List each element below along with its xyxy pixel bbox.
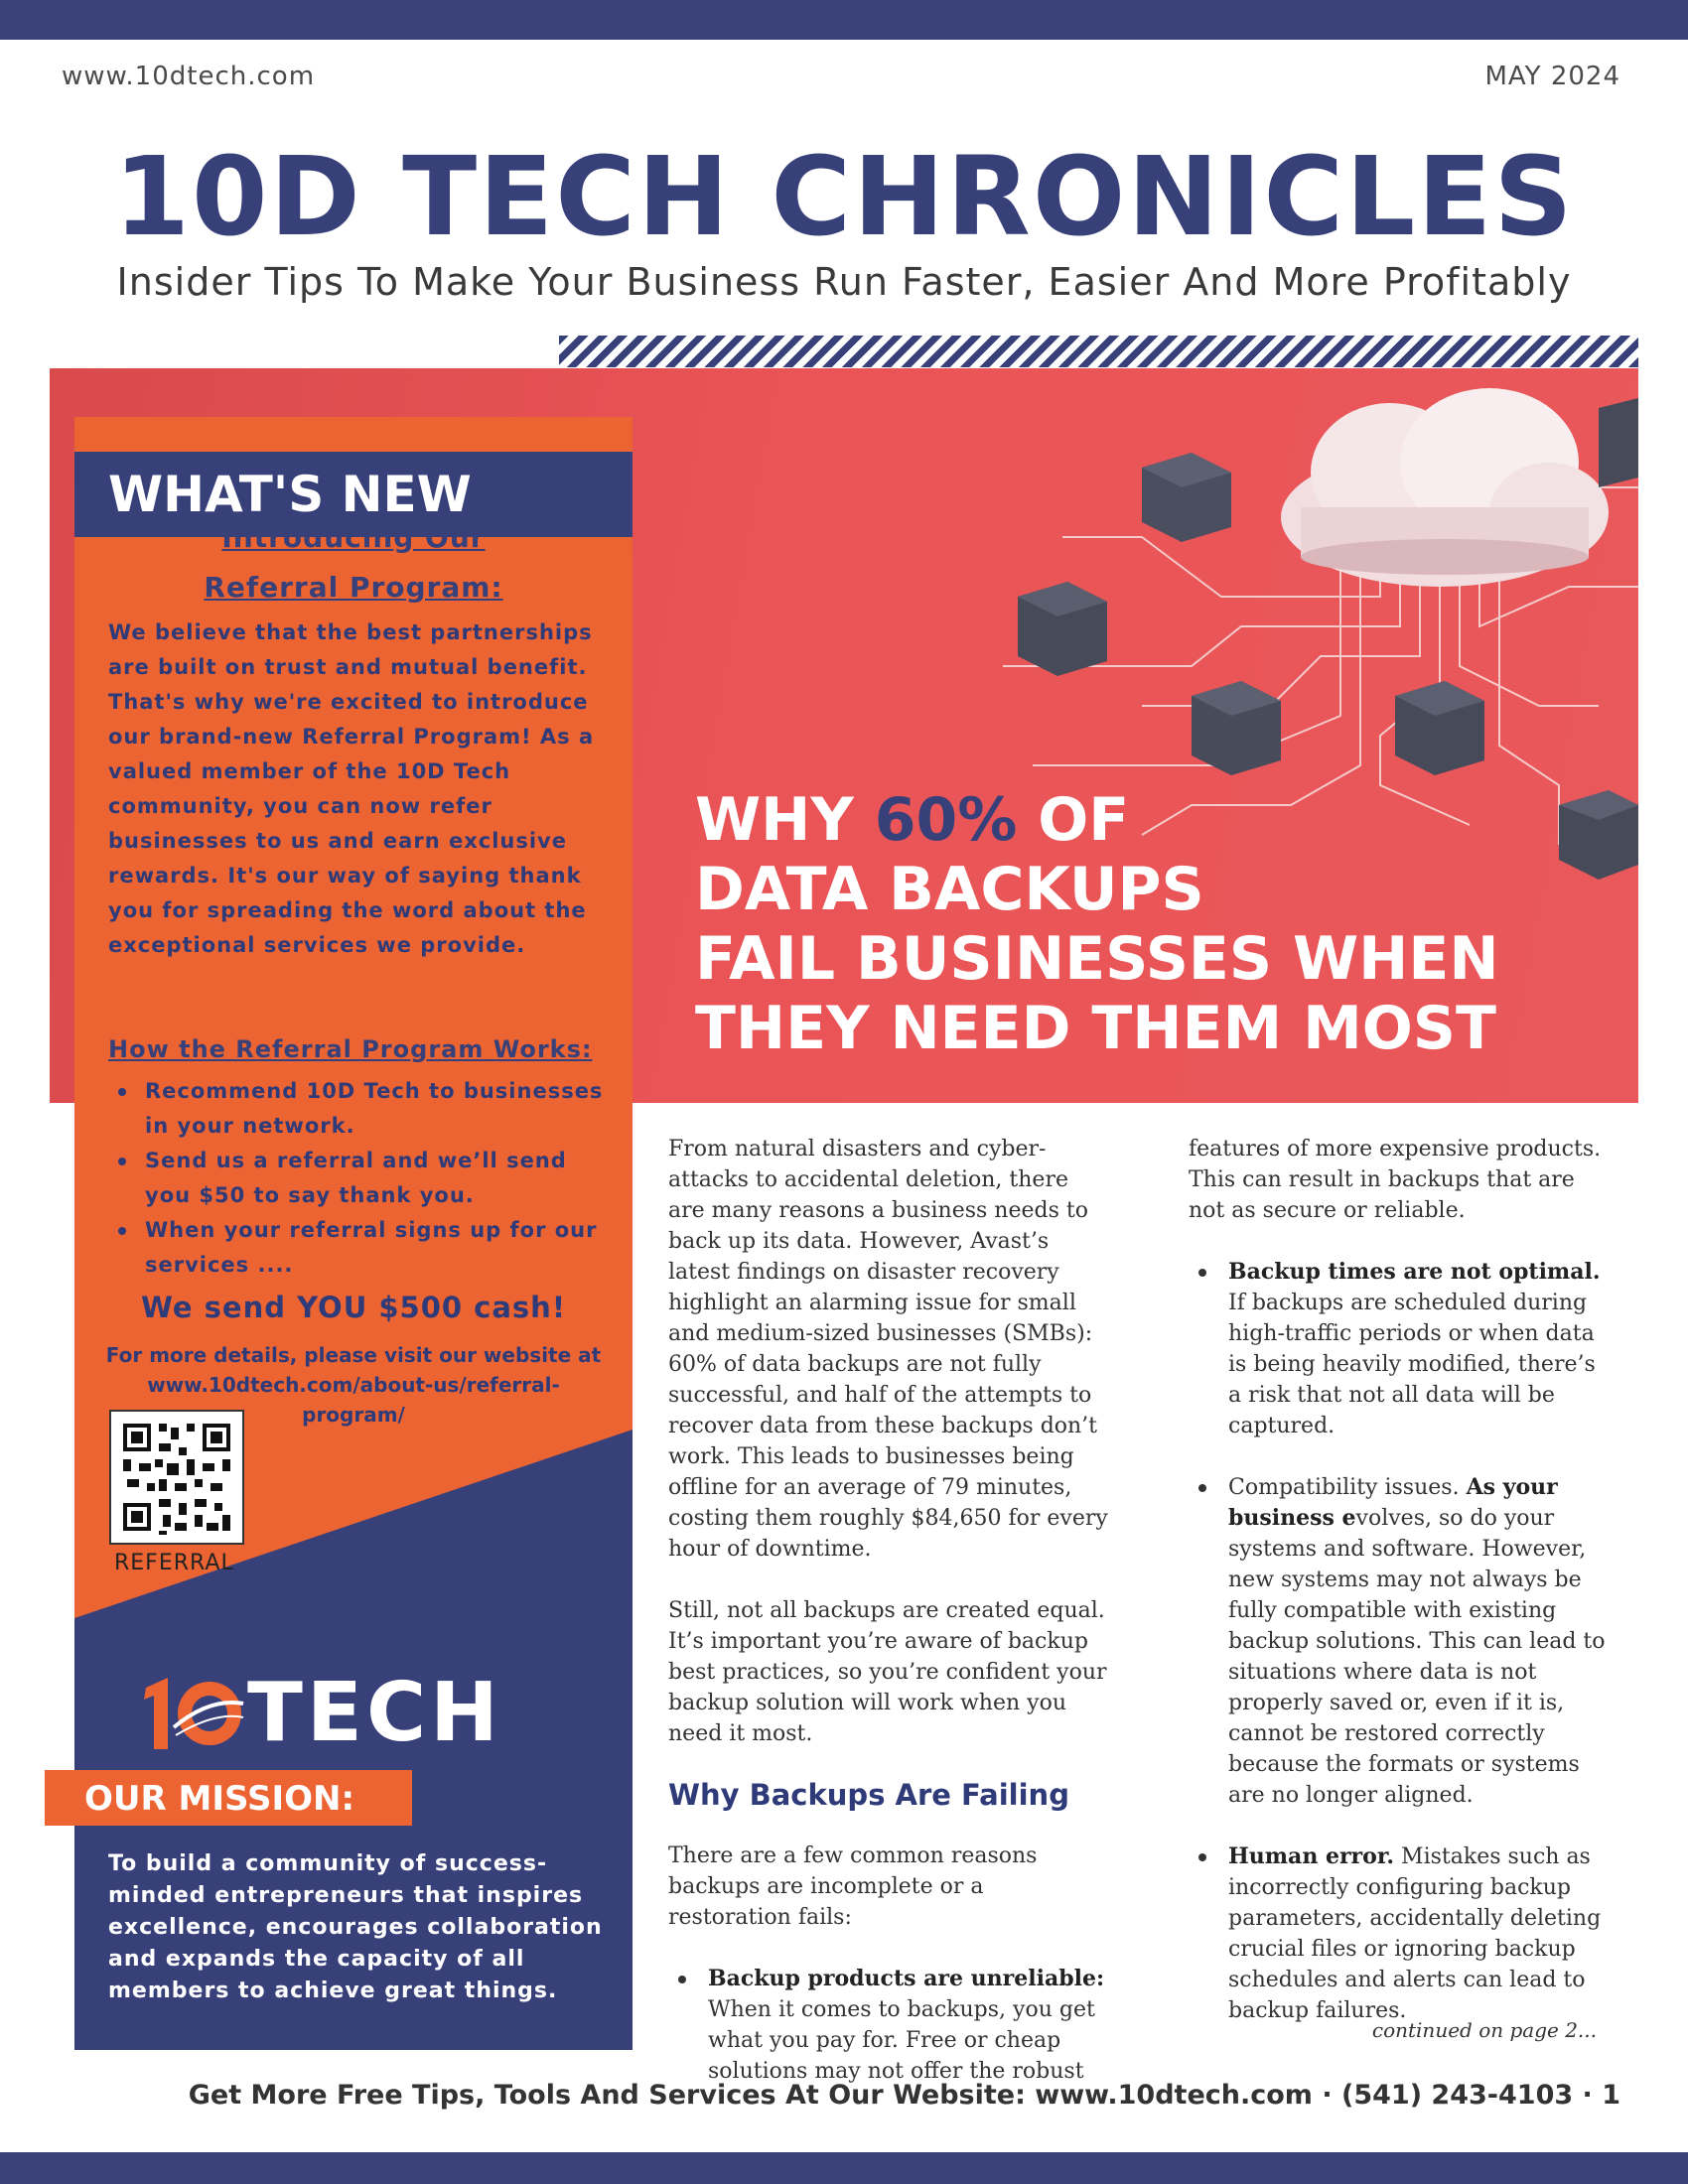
hero-headline <box>695 785 1628 1063</box>
referral-steps <box>108 1074 615 1283</box>
headline-line: THEY NEED THEM MOST <box>695 994 1496 1063</box>
data-cube-icon <box>1018 582 1107 676</box>
mission-statement: To build a community of success-minded entrepreneurs that inspires excellence, encourages collaboration and expands the capacity of all members to achieve great things. <box>108 1851 603 2003</box>
referral-subheading: Introducing Our <box>221 521 486 554</box>
reasons-list <box>1189 1257 1606 2026</box>
headline-line: DATA BACKUPS <box>695 855 1204 924</box>
masthead-title: 10D TECH CHRONICLES <box>113 133 1575 260</box>
mission-panel <box>74 1638 633 2050</box>
list-item <box>1189 1842 1606 2026</box>
reasons-list <box>668 1964 1110 2087</box>
tagline: Insider Tips To Make Your Business Run Faster, Easier And More Profitably <box>116 260 1572 304</box>
referral-link[interactable]: program/ <box>302 1403 405 1427</box>
bullet-text: When it comes to backups, you get what you pay for. Free or cheap solutions may not offer the robust <box>708 1997 1095 2084</box>
mission-heading-tag <box>45 1770 412 1826</box>
mission-heading: OUR MISSION: <box>84 1779 355 1819</box>
article-paragraph: From natural disasters and cyber-attacks to accidental deletion, there are many reasons a business needs to back up its data. However, Avast’s latest findings on disaster recovery highlight an alarming issue for small and medium-sized businesses (SMBs): 60% of data backups are not fully successful, and half of the attempts to recover data from these backups don’t work. This leads to businesses being offline for an average of 79 minutes, costing them roughly $84,650 for every hour of downtime. <box>668 1137 1108 1562</box>
whats-new-heading: WHAT'S NEW <box>108 466 472 523</box>
headline-part: WHY <box>695 785 875 855</box>
decorative-stripes <box>559 336 1638 367</box>
list-item: Recommend 10D Tech to businesses in your network. <box>108 1074 615 1144</box>
headline-part: OF <box>1017 785 1130 855</box>
details-text: For more details, please visit our website at <box>105 1343 602 1367</box>
list-item <box>668 1964 1110 2087</box>
data-cube-icon <box>1395 681 1484 775</box>
list-item: Send us a referral and we’ll send you $50 to say thank you. <box>108 1144 615 1213</box>
bullet-title: Backup times are not optimal. <box>1228 1259 1601 1285</box>
top-bar <box>0 0 1688 40</box>
logo-wordmark: TECH <box>247 1666 502 1760</box>
article-paragraph: There are a few common reasons backups are incomplete or a restoration fails: <box>668 1843 1038 1930</box>
list-item <box>1189 1257 1606 1441</box>
qr-label: REFERRAL <box>114 1551 234 1575</box>
list-item: When your referral signs up for our services .... <box>108 1213 615 1283</box>
data-cube-icon <box>1142 453 1231 542</box>
issue-date: MAY 2024 <box>1484 62 1620 91</box>
section-heading: Why Backups Are Failing <box>668 1778 1069 1812</box>
continued-note: continued on page 2... <box>1371 2018 1597 2042</box>
referral-subheading: Referral Program: <box>204 571 503 604</box>
whats-new-panel <box>74 417 633 1638</box>
how-it-works-heading: How the Referral Program Works: <box>108 1035 593 1063</box>
article-paragraph: features of more expensive products. This can result in backups that are not as secure or reliable. <box>1189 1137 1602 1223</box>
bottom-bar <box>0 2152 1688 2184</box>
headline-line: FAIL BUSINESSES WHEN <box>695 924 1499 994</box>
headline-highlight: 60% <box>874 785 1018 855</box>
list-item <box>1189 1472 1606 1811</box>
article-column-2 <box>1189 1134 1606 2057</box>
bullet-text: volves, so do your systems and software. However, new systems may not always be fully compatible with existing backup solutions. This can lead to situations where data is not properly saved or, even if it is, cannot be restored correctly because the formats or systems are no longer aligned. <box>1228 1506 1606 1808</box>
site-url[interactable]: www.10dtech.com <box>62 62 316 91</box>
logo-mark-icon <box>136 1668 245 1759</box>
article-column-1 <box>668 1134 1110 2117</box>
bullet-title: Backup products are unreliable: <box>708 1966 1105 1991</box>
bullet-text: If backups are scheduled during high-traffic periods or when data is being heavily modified, there’s a risk that not all data will be captured. <box>1228 1291 1596 1438</box>
cloud-icon <box>1281 388 1609 587</box>
company-logo <box>136 1666 603 1760</box>
data-cube-icon <box>1599 398 1638 487</box>
referral-link[interactable]: www.10dtech.com/about-us/referral- <box>147 1373 560 1397</box>
data-cube-icon <box>1192 681 1281 775</box>
article-paragraph: Still, not all backups are created equal. It’s important you’re aware of backup best practices, so you’re confident your backup solution will work when you need it most. <box>668 1598 1107 1746</box>
page-footer: Get More Free Tips, Tools And Services At Our Website: www.10dtech.com · (541) 243-4103 · 1 <box>188 2080 1620 2111</box>
referral-intro: We believe that the best partnerships are built on trust and mutual benefit. That's why we're excited to introduce our brand-new Referral Program! As a valued member of the 10D Tech community, you can now refer businesses to us and earn exclusive rewards. It's our way of saying thank you for spreading the word about the exceptional services we provide. <box>108 620 595 957</box>
bullet-title: Human error. <box>1228 1843 1395 1869</box>
bullet-title: Compatibility issues. <box>1228 1475 1467 1500</box>
bullet-text: Mistakes such as incorrectly configuring backup parameters, accidentally deleting crucial files or ignoring backup schedules and alerts can lead to backup failures. <box>1228 1844 1602 2023</box>
qr-code-icon[interactable] <box>109 1410 244 1545</box>
cash-reward: We send YOU $500 cash! <box>140 1291 567 1324</box>
bullet-emphasis: As your business e <box>1228 1474 1558 1531</box>
